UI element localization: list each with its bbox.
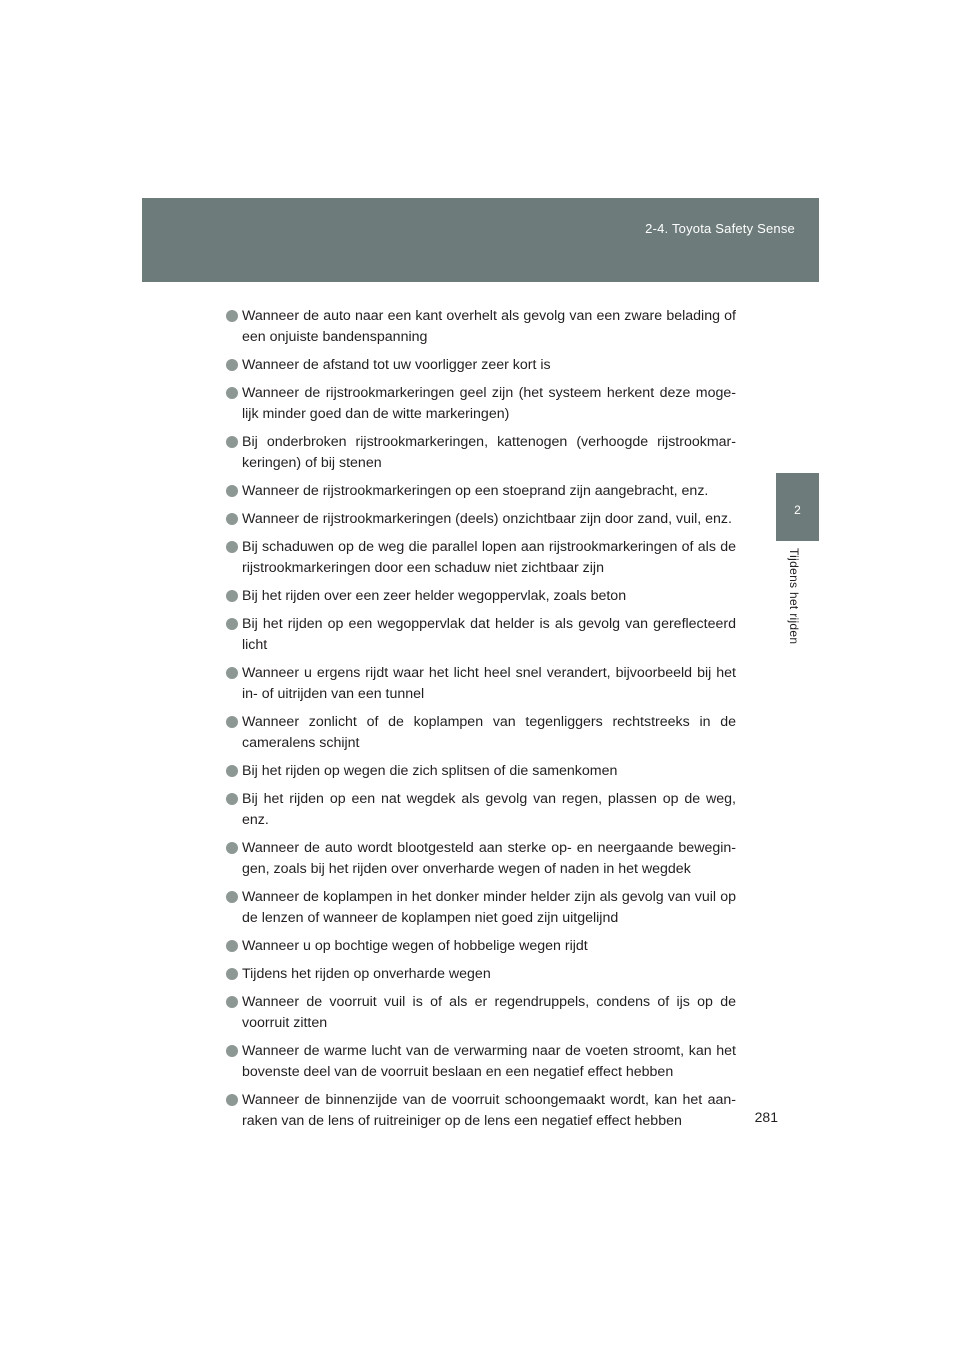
section-title: 2-4. Toyota Safety Sense xyxy=(645,221,795,236)
list-item xyxy=(226,586,736,607)
list-item-text: Bij onderbroken rijstrookmarkeringen, kattenogen (verhoogde rijstrookmar-keringen) of bij stenen xyxy=(242,434,736,471)
bullet-circle-icon xyxy=(226,716,238,728)
list-item xyxy=(226,1090,736,1132)
bullet-circle-icon xyxy=(226,842,238,854)
list-item xyxy=(226,509,736,530)
list-item xyxy=(226,964,736,985)
list-item xyxy=(226,663,736,705)
list-item xyxy=(226,481,736,502)
list-item-text: Bij het rijden over een zeer helder wegoppervlak, zoals beton xyxy=(242,588,627,604)
list-item xyxy=(226,355,736,376)
bullet-circle-icon xyxy=(226,1045,238,1057)
bullet-circle-icon xyxy=(226,891,238,903)
bullet-circle-icon xyxy=(226,513,238,525)
list-item xyxy=(226,614,736,656)
list-item-text: Bij het rijden op een nat wegdek als gevolg van regen, plassen op de weg, enz. xyxy=(242,791,736,828)
list-item xyxy=(226,432,736,474)
bullet-circle-icon xyxy=(226,667,238,679)
bullet-circle-icon xyxy=(226,618,238,630)
bullet-circle-icon xyxy=(226,485,238,497)
condition-list xyxy=(226,306,736,1139)
list-item-text: Wanneer de koplampen in het donker minder helder zijn als gevolg van vuil op de lenzen of wanneer de koplampen niet goed zijn uitgelijnd xyxy=(242,889,736,926)
list-item-text: Wanneer de afstand tot uw voorligger zeer kort is xyxy=(242,357,551,373)
list-item-text: Wanneer zonlicht of de koplampen van tegenliggers rechtstreeks in de cameralens schijnt xyxy=(242,714,736,751)
bullet-circle-icon xyxy=(226,436,238,448)
list-item-text: Wanneer de auto naar een kant overhelt als gevolg van een zware belading of een onjuiste bandenspanning xyxy=(242,308,736,345)
list-item xyxy=(226,838,736,880)
bullet-circle-icon xyxy=(226,359,238,371)
bullet-circle-icon xyxy=(226,387,238,399)
bullet-circle-icon xyxy=(226,1094,238,1106)
list-item-text: Tijdens het rijden op onverharde wegen xyxy=(242,966,491,982)
list-item xyxy=(226,761,736,782)
bullet-circle-icon xyxy=(226,940,238,952)
bullet-circle-icon xyxy=(226,793,238,805)
list-item-text: Wanneer de rijstrookmarkeringen geel zijn (het systeem herkent deze moge-lijk minder goed dan de witte markeringen) xyxy=(242,385,736,422)
bullet-circle-icon xyxy=(226,541,238,553)
list-item-text: Wanneer de auto wordt blootgesteld aan sterke op- en neergaande bewegin-gen, zoals bij het rijden over onverharde wegen of naden in het wegdek xyxy=(242,840,736,877)
list-item xyxy=(226,789,736,831)
list-item xyxy=(226,887,736,929)
bullet-circle-icon xyxy=(226,996,238,1008)
chapter-title: Tijdens het rijden xyxy=(787,548,801,645)
bullet-circle-icon xyxy=(226,310,238,322)
list-item-text: Wanneer de voorruit vuil is of als er regendruppels, condens of ijs op de voorruit zitten xyxy=(242,994,736,1031)
bullet-circle-icon xyxy=(226,590,238,602)
list-item xyxy=(226,306,736,348)
list-item xyxy=(226,383,736,425)
list-item-text: Wanneer de binnenzijde van de voorruit schoongemaakt wordt, kan het aan-raken van de lens of ruitreiniger op de lens een negatief effect hebben xyxy=(242,1092,736,1129)
list-item-text: Wanneer u op bochtige wegen of hobbelige wegen rijdt xyxy=(242,938,588,954)
list-item-text: Wanneer de rijstrookmarkeringen op een stoeprand zijn aangebracht, enz. xyxy=(242,483,709,499)
list-item-text: Bij het rijden op een wegoppervlak dat helder is als gevolg van gereflecteerd licht xyxy=(242,616,736,653)
section-header xyxy=(142,198,819,282)
page-number: 281 xyxy=(754,1109,778,1125)
list-item xyxy=(226,712,736,754)
list-item-text: Wanneer de warme lucht van de verwarming naar de voeten stroomt, kan het bovenste deel van de voorruit beslaan en een negatief effect hebben xyxy=(242,1043,736,1080)
bullet-circle-icon xyxy=(226,765,238,777)
list-item xyxy=(226,992,736,1034)
chapter-number: 2 xyxy=(794,503,801,517)
chapter-tab xyxy=(776,473,819,541)
list-item xyxy=(226,537,736,579)
list-item-text: Bij schaduwen op de weg die parallel lopen aan rijstrookmarkeringen of als de rijstrookmarkeringen door een schaduw niet zichtbaar zijn xyxy=(242,539,736,576)
list-item-text: Wanneer de rijstrookmarkeringen (deels) onzichtbaar zijn door zand, vuil, enz. xyxy=(242,511,732,527)
list-item xyxy=(226,1041,736,1083)
list-item-text: Wanneer u ergens rijdt waar het licht heel snel verandert, bijvoorbeeld bij het in- of uitrijden van een tunnel xyxy=(242,665,736,702)
list-item xyxy=(226,936,736,957)
list-item-text: Bij het rijden op wegen die zich splitsen of die samenkomen xyxy=(242,763,618,779)
bullet-circle-icon xyxy=(226,968,238,980)
